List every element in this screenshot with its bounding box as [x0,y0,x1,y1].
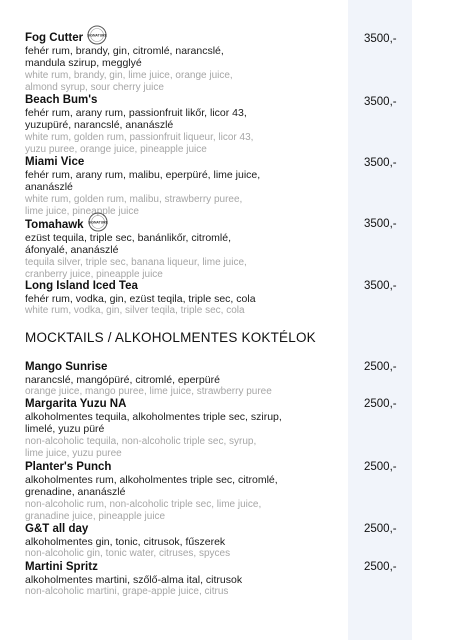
svg-text:SIGNATURE: SIGNATURE [87,33,107,38]
item-price: 3500,- [364,157,397,169]
ingredients-en: non-alcoholic rum, non-alcoholic triple sec, lime juice, granadine juice, pineapple juice [25,498,262,523]
menu-item-beach-bums [25,94,335,156]
ingredients-en: tequila silver, triple sec, banana liqueur, lime juice, cranberry juice, pineapple juice [25,256,247,281]
ingredients-en: non-alcoholic gin, tonic water, citruses, spyces [25,548,231,560]
ingredients-hu: alkoholmentes tequila, alkoholmentes triple sec, szirup, limelé, yuzu püré [25,411,282,436]
item-price: 2500,- [364,398,397,410]
item-name: Margarita Yuzu NA [25,398,127,410]
page-margin [412,0,450,640]
item-name: Beach Bum's [25,94,98,106]
signature-badge-icon [88,212,108,232]
ingredients-en: white rum, golden rum, malibu, strawberry puree, lime juice, pineapple juice [25,193,243,218]
item-price: 2500,- [364,523,397,535]
ingredients-en: non-alcoholic tequila, non-alcoholic triple sec, syrup, lime juice, yuzu puree [25,435,257,460]
ingredients-hu: fehér rum, arany rum, passionfruit likőr, licor 43, yuzupüré, narancslé, ananászlé [25,107,247,132]
ingredients-hu: fehér rum, brandy, gin, citromlé, narancslé, mandula szirup, megglyé [25,45,224,70]
item-name: G&T all day [25,523,89,535]
ingredients-hu: fehér rum, arany rum, malibu, eperpüré, lime juice, ananászlé [25,169,261,194]
menu-item-miami-vice [25,156,335,218]
menu-item-mango-sunrise [25,361,335,399]
ingredients-en: white rum, vodka, gin, silver teqila, triple sec, cola [25,305,245,317]
ingredients-hu: fehér rum, vodka, gin, ezüst teqila, triple sec, cola [25,293,256,305]
item-price: 3500,- [364,33,397,45]
ingredients-en: white rum, golden rum, passionfruit liqueur, licor 43, yuzu puree, orange juice, pineapple juice [25,131,254,156]
item-price: 3500,- [364,96,397,108]
item-name: Fog Cutter [25,31,84,44]
menu-item-gt-all-day [25,523,335,561]
menu-item-margarita-yuzu [25,398,335,460]
item-name: Tomahawk [25,218,84,231]
ingredients-en: white rum, brandy, gin, lime juice, orange juice, almond syrup, sour cherry juice [25,69,233,94]
ingredients-hu: alkoholmentes rum, alkoholmentes triple sec, citromlé, grenadine, ananászlé [25,474,278,499]
menu-item-long-island [25,280,335,318]
item-name: Planter's Punch [25,461,112,473]
item-name: Martini Spritz [25,561,98,573]
section-title: MOCKTAILS / ALKOHOLMENTES KOKTÉLOK [25,330,316,345]
item-name: Long Island Iced Tea [25,280,138,292]
item-price: 3500,- [364,280,397,292]
ingredients-hu: ezüst tequila, triple sec, banánlikőr, citromlé, áfonyalé, ananászlé [25,232,232,257]
svg-text:SIGNATURE: SIGNATURE [87,220,108,225]
ingredients-en: orange juice, mango puree, lime juice, strawberry puree [25,386,272,398]
item-price: 2500,- [364,561,397,573]
menu-item-tomahawk [25,218,335,281]
ingredients-hu: alkoholmentes gin, tonic, citrusok, fűszerek [25,536,226,548]
item-price: 2500,- [364,461,397,473]
item-name: Miami Vice [25,156,85,168]
signature-badge-icon [87,25,107,45]
item-name: Mango Sunrise [25,361,108,373]
menu-item-martini-spritz [25,561,335,599]
item-price: 2500,- [364,361,397,373]
item-price: 3500,- [364,218,397,230]
menu-item-planters-punch [25,461,335,523]
menu-item-fog-cutter [25,31,335,94]
ingredients-hu: narancslé, mangópüré, citromlé, eperpüré [25,374,220,386]
ingredients-en: non-alcoholic martini, grape-apple juice, citrus [25,586,229,598]
ingredients-hu: alkoholmentes martini, szőlő-alma ital, citrusok [25,574,243,586]
